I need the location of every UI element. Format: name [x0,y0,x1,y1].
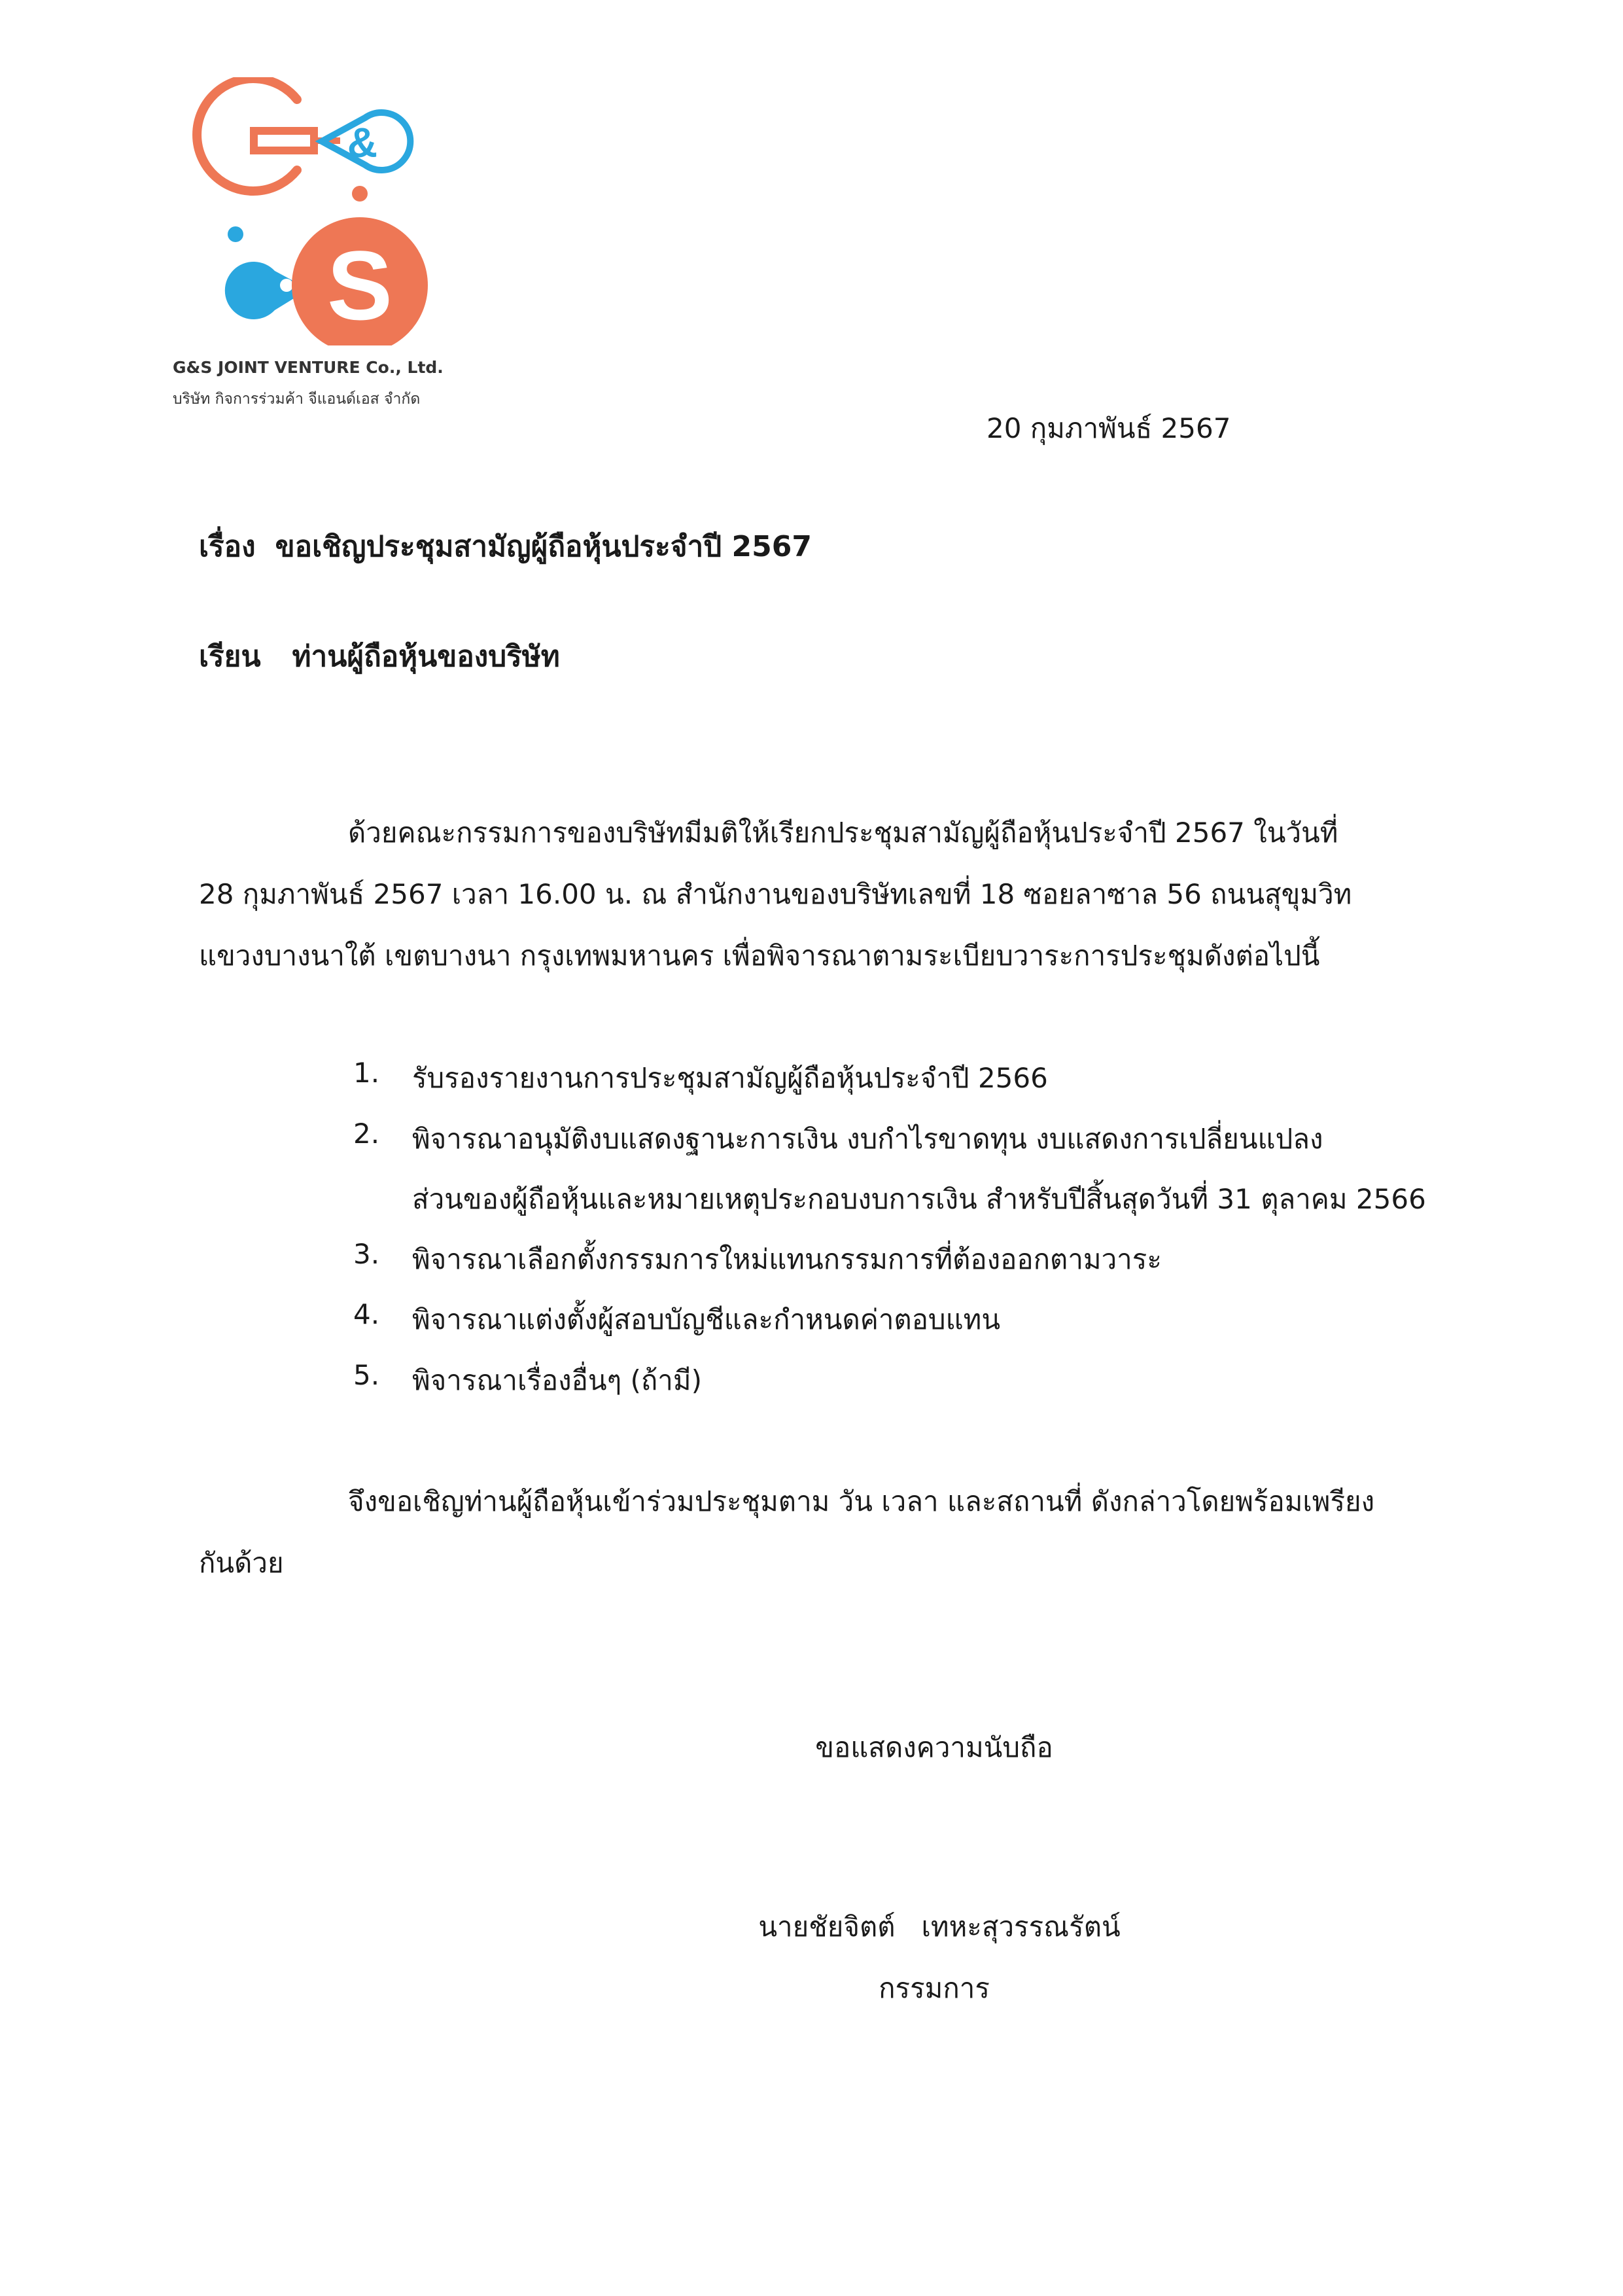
logo-blue-dot [228,226,243,242]
regards: ขอแสดงความนับถือ [815,1731,1053,1763]
logo-orange-dot [352,186,368,202]
subject-text: ขอเชิญประชุมสามัญผู้ถือหุ้นประจำปี 2567 [275,530,812,563]
logo-g-letter-icon [197,79,340,191]
agenda-number: 3. [353,1238,380,1270]
agenda-number: 1. [353,1057,380,1089]
agenda-item: พิจารณาเลือกตั้งกรรมการใหม่แทนกรรมการที่ต้องออกตามวาระ [412,1243,1162,1275]
agenda-item: รับรองรายงานการประชุมสามัญผู้ถือหุ้นประจำปี 2566 [412,1062,1048,1094]
intro-line: 28 กุมภาพันธ์ 2567 เวลา 16.00 น. ณ สำนักงานของบริษัทเลขที่ 18 ซอยลาซาล 56 ถนนสุขุมวิท [199,878,1352,910]
subject-label: เรื่อง [199,530,256,563]
company-name-en: G&S JOINT VENTURE Co., Ltd. [173,358,444,377]
company-logo [169,77,444,345]
agenda-number: 5. [353,1359,380,1391]
signer-title: กรรมการ [879,1972,990,2004]
agenda-number: 2. [353,1118,380,1150]
intro-line: แขวงบางนาใต้ เขตบางนา กรุงเทพมหานคร เพื่อพิจารณาตามระเบียบวาระการประชุมดังต่อไปนี้ [199,940,1320,972]
logo-ampersand: & [347,119,378,166]
salutation-line [199,633,560,679]
salutation-label: เรียน [199,640,261,673]
agenda-number: 4. [353,1298,380,1330]
agenda-item: พิจารณาเรื่องอื่นๆ (ถ้ามี) [412,1364,702,1396]
closing-line: จึงขอเชิญท่านผู้ถือหุ้นเข้าร่วมประชุมตาม วัน เวลา และสถานที่ ดังกล่าวโดยพร้อมเพรียง [348,1485,1375,1517]
salutation-text: ท่านผู้ถือหุ้นของบริษัท [292,640,560,673]
intro-line: ด้วยคณะกรรมการของบริษัทมีมติให้เรียกประชุมสามัญผู้ถือหุ้นประจำปี 2567 ในวันที่ [348,817,1338,849]
company-name-th: บริษัท กิจการร่วมค้า จีแอนด์เอส จำกัด [173,391,421,408]
subject-line [199,523,812,569]
logo-s-letter: S [326,230,393,340]
agenda-item-continued: ส่วนของผู้ถือหุ้นและหมายเหตุประกอบงบการเงิน สำหรับปีสิ้นสุดวันที่ 31 ตุลาคม 2566 [412,1183,1426,1215]
agenda-item: พิจารณาแต่งตั้งผู้สอบบัญชีและกำหนดค่าตอบแทน [412,1303,1001,1335]
logo-key-hole [280,279,293,292]
agenda-item: พิจารณาอนุมัติงบแสดงฐานะการเงิน งบกำไรขาดทุน งบแสดงการเปลี่ยนแปลง [412,1123,1323,1155]
closing-line: กันด้วย [199,1547,284,1579]
signer-name: นายชัยจิตต์ เทหะสุวรรณรัตน์ [758,1911,1121,1943]
letter-date: 20 กุมภาพันธ์ 2567 [986,412,1231,444]
